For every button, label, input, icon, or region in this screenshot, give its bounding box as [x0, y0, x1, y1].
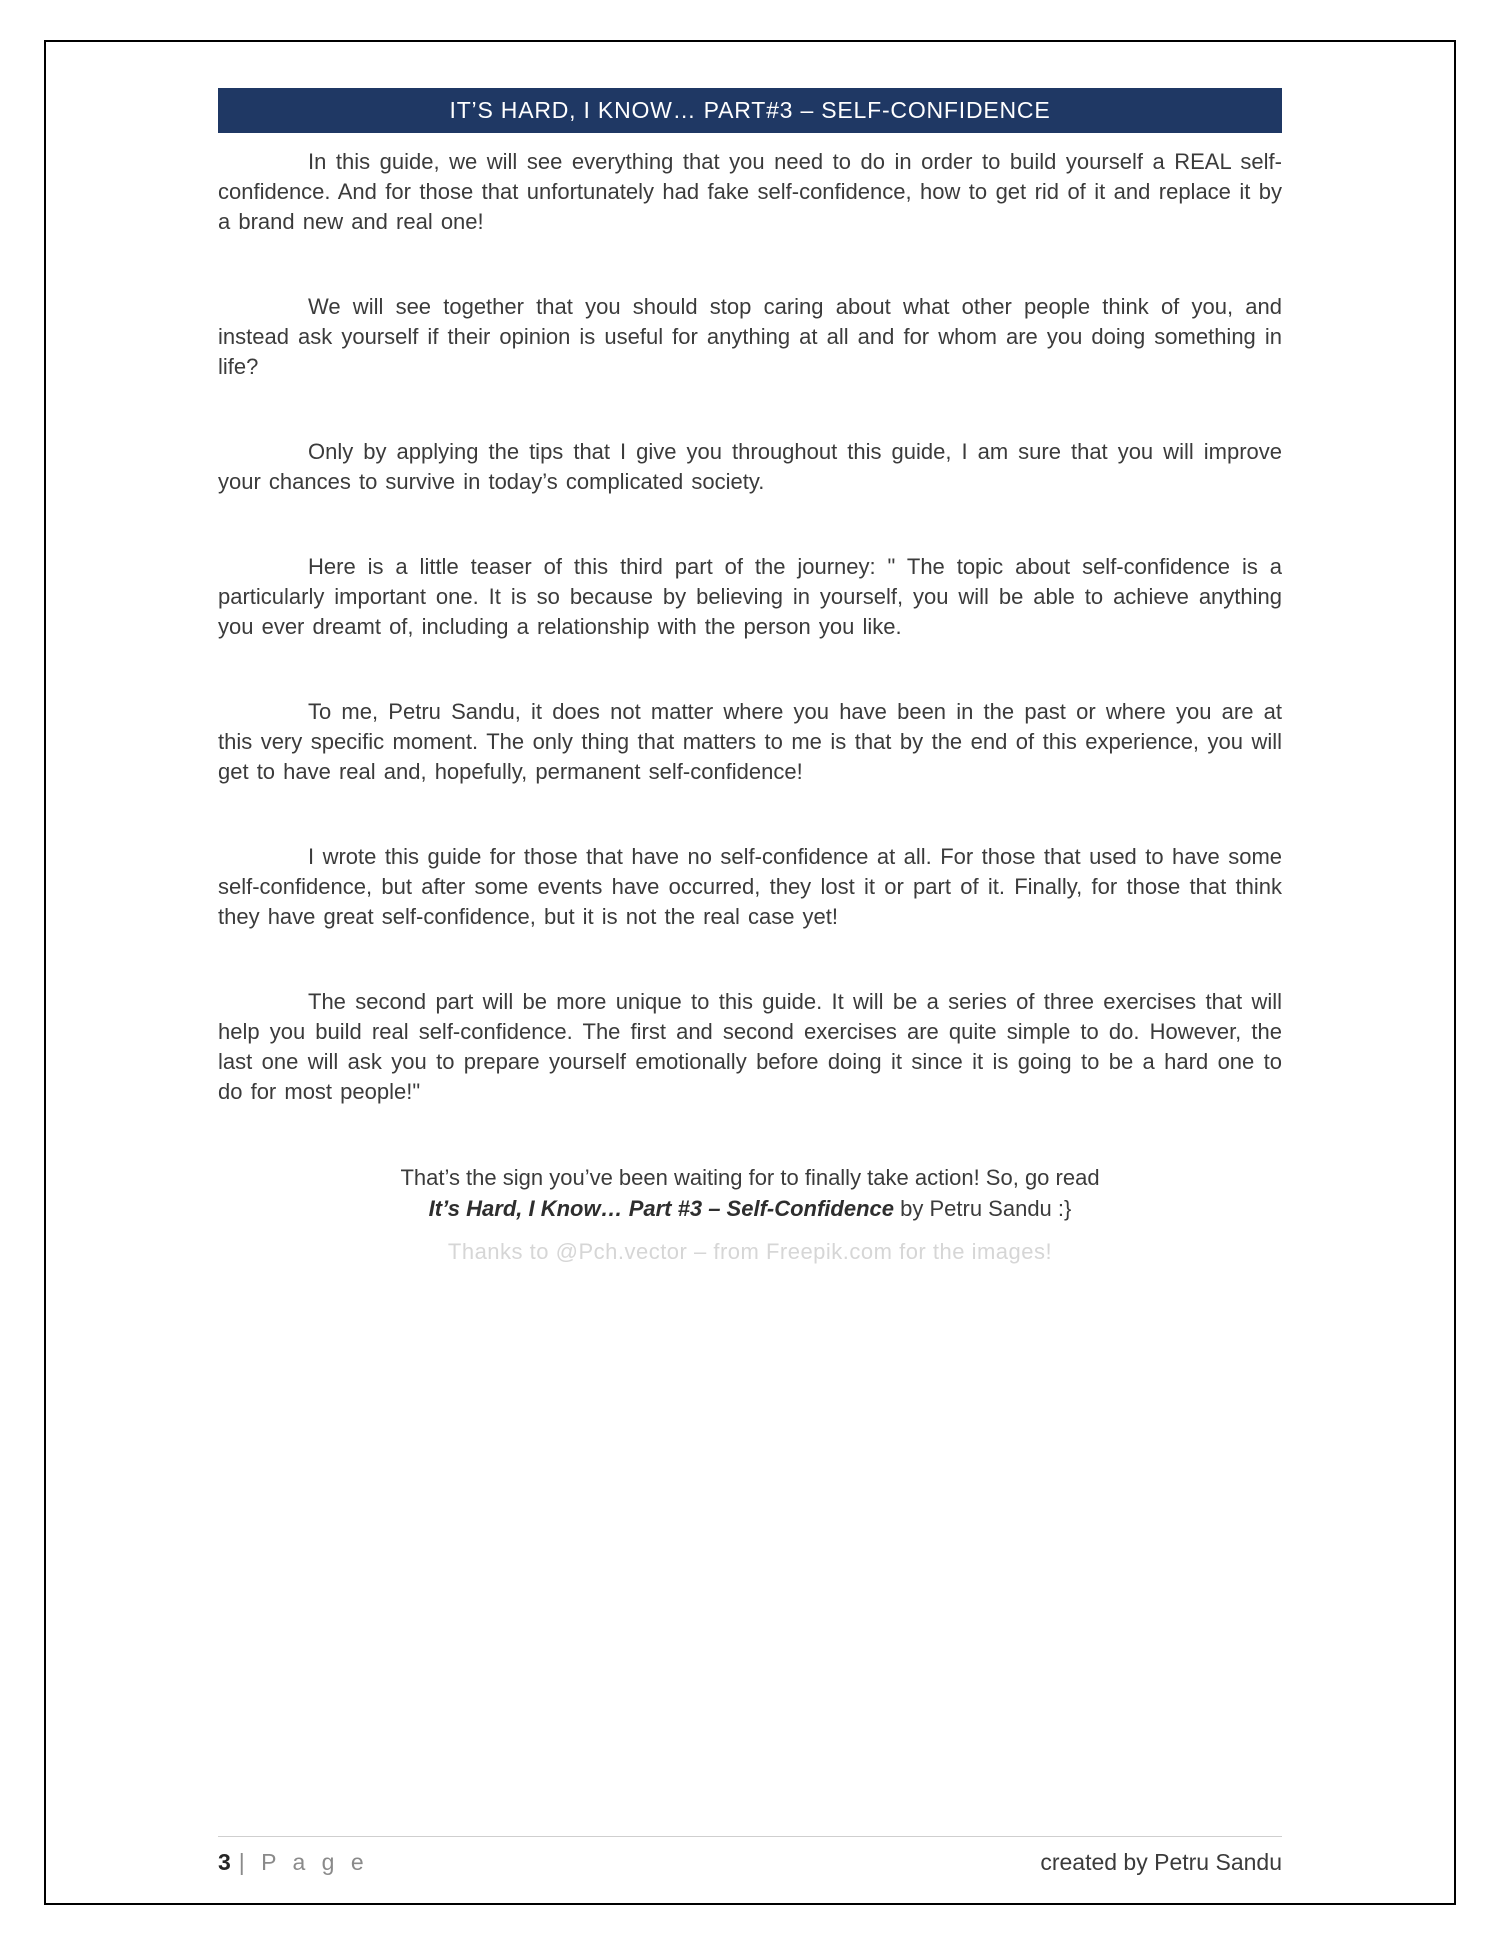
- page-number: 3: [218, 1849, 231, 1875]
- page-label: | P a g e: [238, 1849, 369, 1875]
- page-footer: [218, 1836, 1282, 1876]
- author-credit: created by Petru Sandu: [1040, 1849, 1282, 1875]
- page-content: [218, 88, 1282, 1265]
- cta-line-1: That’s the sign you’ve been waiting for to finally take action! So, go read: [400, 1165, 1100, 1190]
- paragraph-intro: In this guide, we will see everything that you need to do in order to build yourself a REAL self-confidence. And for those that unfortunately had fake self-confidence, how to get rid of it and replace it by a brand new and real one!: [218, 149, 1282, 234]
- body-text: [218, 147, 1282, 1107]
- cta-suffix: by Petru Sandu :}: [894, 1196, 1072, 1221]
- paragraph-audience: I wrote this guide for those that have no self-confidence at all. For those that used to have some self-confidence, but after some events have occurred, they lost it or part of it. Finally, for those that think they have great self-confidence, but it is not the real case yet!: [218, 844, 1282, 929]
- call-to-action: [218, 1162, 1282, 1224]
- image-credits: Thanks to @Pch.vector – from Freepik.com for the images!: [447, 1239, 1053, 1264]
- paragraph-teaser: Here is a little teaser of this third part of the journey: " The topic about self-confidence is a particularly important one. It is so because by believing in yourself, you will be able to achieve anything you ever dreamt of, including a relationship with the person you like.: [218, 554, 1282, 639]
- cta-line-2: [218, 1193, 1282, 1224]
- paragraph-second-part: The second part will be more unique to this guide. It will be a series of three exercises that will help you build real self-confidence. The first and second exercises are quite simple to do. However, the last one will ask you to prepare yourself emotionally before doing it since it is going to be a hard one to do for most people!": [218, 989, 1282, 1104]
- paragraph-apply-tips: Only by applying the tips that I give you throughout this guide, I am sure that you will improve your chances to survive in today’s complicated society.: [218, 439, 1282, 494]
- paragraph-stop-caring: We will see together that you should stop caring about what other people think of you, and instead ask yourself if their opinion is useful for anything at all and for whom are you doing something in life?: [218, 294, 1282, 379]
- paragraph-author-note: To me, Petru Sandu, it does not matter where you have been in the past or where you are at this very specific moment. The only thing that matters to me is that by the end of this experience, you will get to have real and, hopefully, permanent self-confidence!: [218, 699, 1282, 784]
- document-title: IT’S HARD, I KNOW… PART#3 – SELF-CONFIDENCE: [449, 97, 1051, 123]
- title-bar: [218, 88, 1282, 133]
- book-title: It’s Hard, I Know… Part #3 – Self-Confidence: [428, 1196, 895, 1221]
- page-number-block: [218, 1849, 369, 1876]
